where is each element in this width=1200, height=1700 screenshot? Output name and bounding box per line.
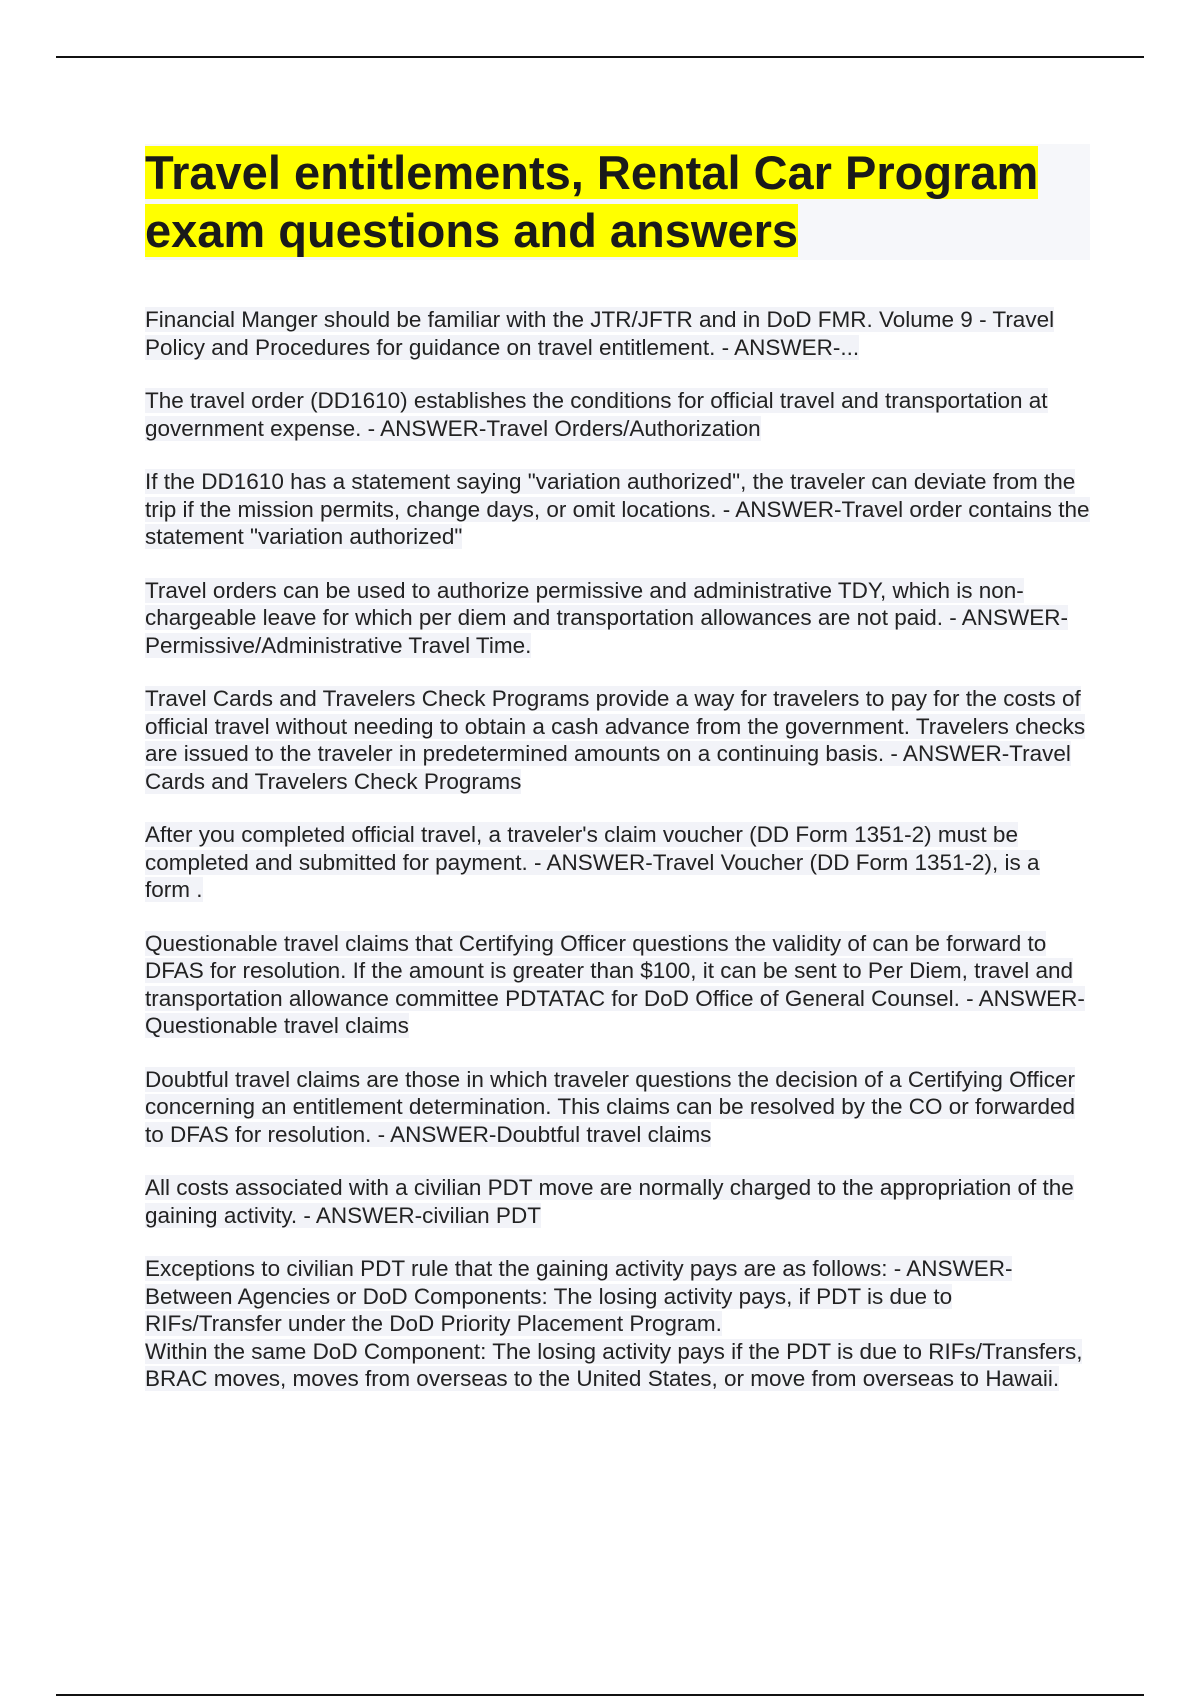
qa-entry-text: Questionable travel claims that Certifying Officer questions the validity of can be forward to DFAS for resolution. If the amount is greater than $100, it can be sent to Per Diem, travel and transportation allowance committee PDTATAC for DoD Office of General Counsel. - ANSWER-Questionable travel claims [145,930,1085,1038]
qa-entry-3 [145,468,1090,551]
qa-entry-5 [145,685,1090,795]
document-title [145,144,1090,260]
qa-entry-text: Financial Manger should be familiar with the JTR/JFTR and in DoD FMR. Volume 9 - Travel Policy and Procedures for guidance on travel entitlement. - ANSWER-... [145,307,1055,360]
qa-entry-9 [145,1174,1090,1229]
qa-entry-text: Exceptions to civilian PDT rule that the gaining activity pays are as follows: - ANSWER-Between Agencies or DoD Components: The losing activity pays, if PDT is due to RIFs/Transfer under the DoD Priority Placement Program. [145,1256,1013,1336]
qa-entry-4 [145,577,1090,660]
qa-entry-6 [145,821,1090,904]
top-rule [56,56,1144,58]
document-title-text: Travel entitlements, Rental Car Program exam questions and answers [145,146,1039,257]
document-body [145,144,1090,1419]
qa-entry-7 [145,930,1090,1040]
qa-entry-text: Travel Cards and Travelers Check Programs provide a way for travelers to pay for the costs of official travel without needing to obtain a cash advance from the government. Travelers checks are issued to the traveler in predetermined amounts on a continuing basis. - ANSWER-Travel Cards and Travelers Check Programs [145,686,1086,794]
qa-entry-text: Doubtful travel claims are those in which traveler questions the decision of a Certifying Officer concerning an entitlement determination. This claims can be resolved by the CO or forwarded to DFAS for resolution. - ANSWER-Doubtful travel claims [145,1066,1076,1147]
qa-entry-text: All costs associated with a civilian PDT move are normally charged to the appropriation of the gaining activity. - ANSWER-civilian PDT [145,1175,1074,1228]
title-block [145,144,1090,260]
qa-entry-1 [145,306,1090,361]
qa-entry-text: After you completed official travel, a traveler's claim voucher (DD Form 1351-2) must be completed and submitted for payment. - ANSWER-Travel Voucher (DD Form 1351-2), is a form . [145,822,1040,902]
bottom-rule [56,1694,1144,1696]
qa-entry-text: The travel order (DD1610) establishes the conditions for official travel and transportation at government expense. - ANSWER-Travel Orders/Authorization [145,388,1048,441]
qa-entry-2 [145,387,1090,442]
qa-entry-8 [145,1066,1090,1149]
qa-entry-text-continued: Within the same DoD Component: The losing activity pays if the PDT is due to RIFs/Transfers, BRAC moves, moves from overseas to the United States, or move from overseas to Hawaii. [145,1338,1083,1391]
qa-entry-text: If the DD1610 has a statement saying "variation authorized", the traveler can deviate from the trip if the mission permits, change days, or omit locations. - ANSWER-Travel order contains the statement "variation authorized" [145,469,1090,549]
qa-entry-10 [145,1255,1090,1393]
qa-entry-text: Travel orders can be used to authorize permissive and administrative TDY, which is non-chargeable leave for which per diem and transportation allowances are not paid. - ANSWER-Permissive/Administrative Travel Time. [145,577,1068,658]
